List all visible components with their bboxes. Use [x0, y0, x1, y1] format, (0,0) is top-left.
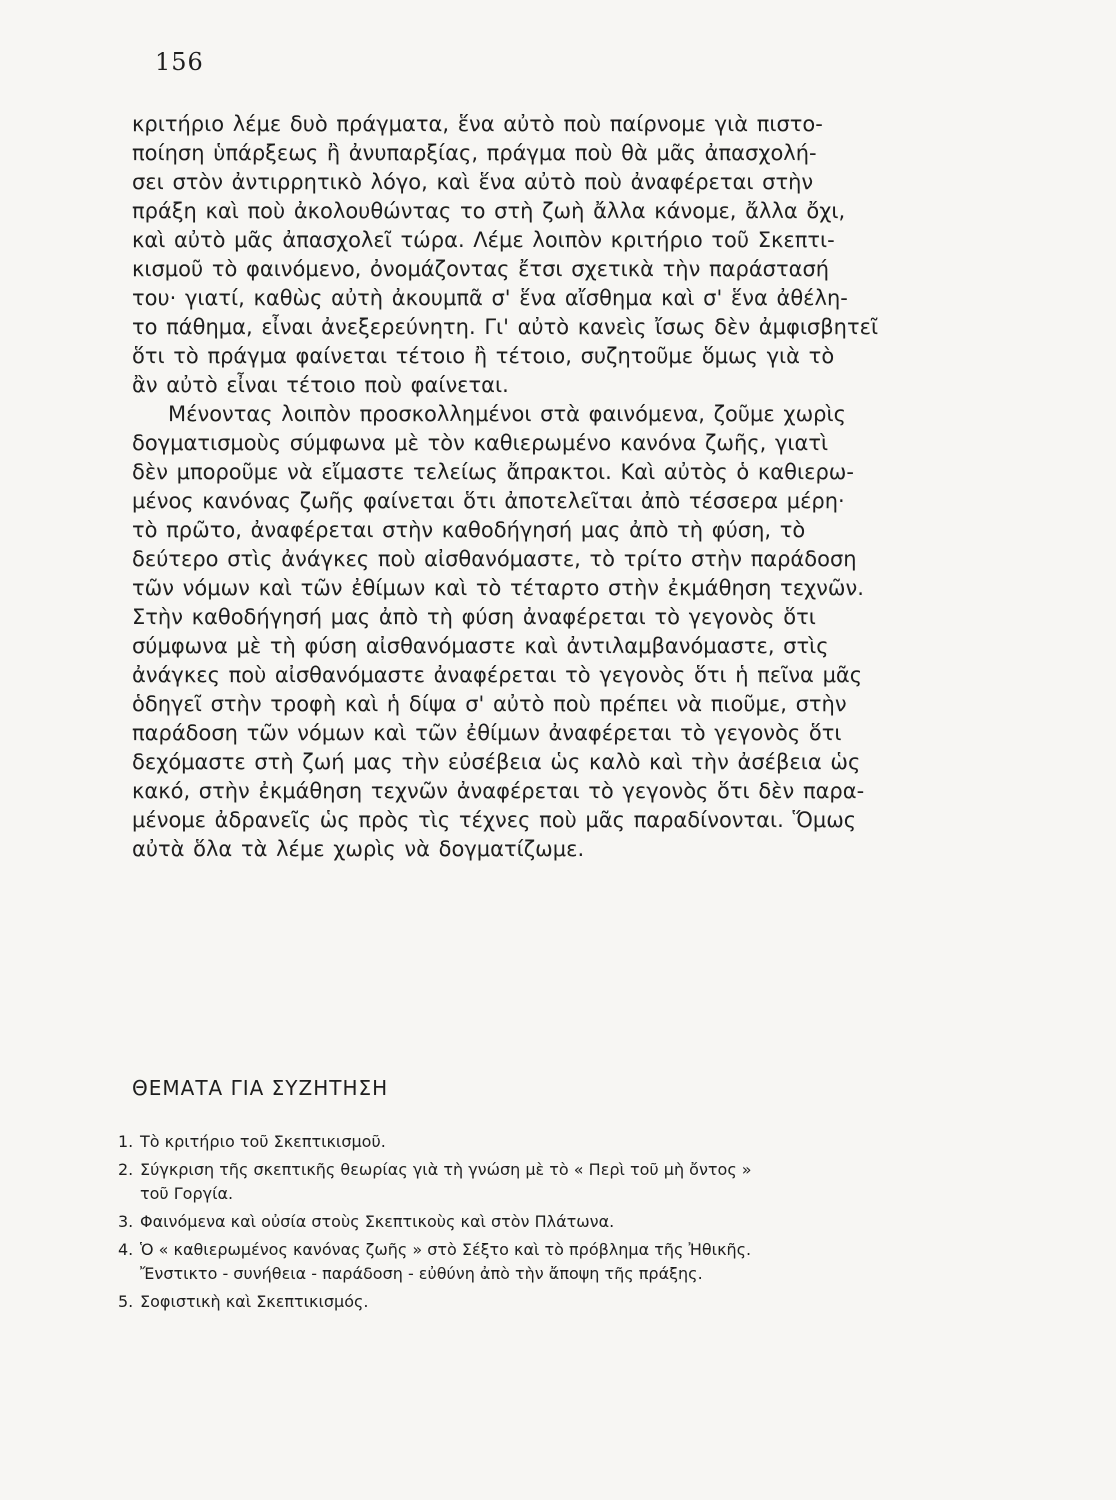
topic-text: τοῦ Γοργία. — [140, 1184, 234, 1203]
text-line: αὐτὰ ὅλα τὰ λέμε χωρὶς νὰ δογματίζωμε. — [132, 837, 585, 861]
topic-number: 3. — [118, 1212, 134, 1231]
topic-item — [118, 1158, 998, 1206]
text-line: δογματισμοὺς σύμφωνα μὲ τὸν καθιερωμένο κανόνα ζωῆς, γιατὶ — [132, 431, 829, 455]
text-line: το πάθημα, εἶναι ἀνεξερεύνητη. Γι' αὐτὸ κανεὶς ἴσως δὲν ἀμφισβητεῖ — [132, 315, 879, 339]
text-line: ἀνάγκες ποὺ αἰσθανόμαστε ἀναφέρεται τὸ γεγονὸς ὅτι ἡ πεῖνα μᾶς — [132, 663, 863, 687]
text-line: ἂν αὐτὸ εἶναι τέτοιο ποὺ φαίνεται. — [132, 373, 509, 397]
topic-item — [118, 1210, 998, 1234]
text-line: κισμοῦ τὸ φαινόμενο, ὀνομάζοντας ἔτσι σχετικὰ τὴν παράστασή — [132, 257, 830, 281]
text-line: Στὴν καθοδήγησή μας ἀπὸ τὴ φύση ἀναφέρεται τὸ γεγονὸς ὅτι — [132, 605, 816, 629]
page-number: 156 — [155, 48, 204, 76]
text-line: δὲν μποροῦμε νὰ εἴμαστε τελείως ἄπρακτοι. Καὶ αὐτὸς ὁ καθιερω- — [132, 460, 854, 484]
text-line: μένος κανόνας ζωῆς φαίνεται ὅτι ἀποτελεῖται ἀπὸ τέσσερα μέρη· — [132, 489, 845, 513]
topic-number: 4. — [118, 1240, 134, 1259]
topic-text: Τὸ κριτήριο τοῦ Σκεπτικισμοῦ. — [140, 1132, 386, 1151]
text-line: του· γιατί, καθὼς αὐτὴ ἀκουμπᾶ σ' ἕνα αἴσθημα καὶ σ' ἕνα ἀθέλη- — [132, 286, 848, 310]
topic-text: Σύγκριση τῆς σκεπτικῆς θεωρίας γιὰ τὴ γνώση μὲ τὸ « Περὶ τοῦ μὴ ὄντος » — [140, 1160, 752, 1179]
text-line: τὸ πρῶτο, ἀναφέρεται στὴν καθοδήγησή μας ἀπὸ τὴ φύση, τὸ — [132, 518, 806, 542]
topic-text: Σοφιστικὴ καὶ Σκεπτικισμός. — [140, 1292, 369, 1311]
text-line: κριτήριο λέμε δυὸ πράγματα, ἕνα αὐτὸ ποὺ παίρνομε γιὰ πιστο- — [132, 112, 823, 136]
body-text — [132, 110, 992, 864]
text-line: τῶν νόμων καὶ τῶν ἐθίμων καὶ τὸ τέταρτο στὴν ἐκμάθηση τεχνῶν. — [132, 576, 864, 600]
discussion-topics — [118, 1130, 998, 1318]
topic-item — [118, 1290, 998, 1314]
topic-number: 5. — [118, 1292, 134, 1311]
text-line: πράξη καὶ ποὺ ἀκολουθώντας το στὴ ζωὴ ἄλλα κάνομε, ἄλλα ὄχι, — [132, 199, 846, 223]
text-line: κακό, στὴν ἐκμάθηση τεχνῶν ἀναφέρεται τὸ γεγονὸς ὅτι δὲν παρα- — [132, 779, 865, 803]
text-line: Μένοντας λοιπὸν προσκολλημένοι στὰ φαινόμενα, ζοῦμε χωρὶς — [168, 402, 846, 426]
text-line: σει στὸν ἀντιρρητικὸ λόγο, καὶ ἕνα αὐτὸ ποὺ ἀναφέρεται στὴν — [132, 170, 814, 194]
topic-number: 2. — [118, 1160, 134, 1179]
text-line: ὁδηγεῖ στὴν τροφὴ καὶ ἡ δίψα σ' αὐτὸ ποὺ πρέπει νὰ πιοῦμε, στὴν — [132, 692, 847, 716]
section-heading: ΘΕΜΑΤΑ ΓΙΑ ΣΥΖΗΤΗΣΗ — [132, 1076, 389, 1100]
topic-text: Ὁ « καθιερωμένος κανόνας ζωῆς » στὸ Σέξτο καὶ τὸ πρόβλημα τῆς Ἠθικῆς. — [140, 1240, 752, 1259]
topic-item — [118, 1238, 998, 1286]
text-line: μένομε ἀδρανεῖς ὡς πρὸς τὶς τέχνες ποὺ μᾶς παραδίνονται. Ὅμως — [132, 808, 857, 832]
text-line: σύμφωνα μὲ τὴ φύση αἰσθανόμαστε καὶ ἀντιλαμβανόμαστε, στὶς — [132, 634, 829, 658]
text-line: παράδοση τῶν νόμων καὶ τῶν ἐθίμων ἀναφέρεται τὸ γεγονὸς ὅτι — [132, 721, 842, 745]
topic-item — [118, 1130, 998, 1154]
text-line: δεύτερο στὶς ἀνάγκες ποὺ αἰσθανόμαστε, τὸ τρίτο στὴν παράδοση — [132, 547, 857, 571]
topic-number: 1. — [118, 1132, 134, 1151]
text-line: δεχόμαστε στὴ ζωή μας τὴν εὐσέβεια ὡς καλὸ καὶ τὴν ἀσέβεια ὡς — [132, 750, 861, 774]
text-line: καὶ αὐτὸ μᾶς ἀπασχολεῖ τώρα. Λέμε λοιπὸν κριτήριο τοῦ Σκεπτι- — [132, 228, 835, 252]
text-line: ποίηση ὑπάρξεως ἢ ἀνυπαρξίας, πράγμα ποὺ θὰ μᾶς ἀπασχολή- — [132, 141, 817, 165]
topic-text: Ἔνστικτο - συνήθεια - παράδοση - εὐθύνη ἀπὸ τὴν ἄποψη τῆς πράξης. — [140, 1264, 703, 1283]
topic-text: Φαινόμενα καὶ οὐσία στοὺς Σκεπτικοὺς καὶ στὸν Πλάτωνα. — [140, 1212, 615, 1231]
text-line: ὅτι τὸ πράγμα φαίνεται τέτοιο ἢ τέτοιο, συζητοῦμε ὅμως γιὰ τὸ — [132, 344, 835, 368]
